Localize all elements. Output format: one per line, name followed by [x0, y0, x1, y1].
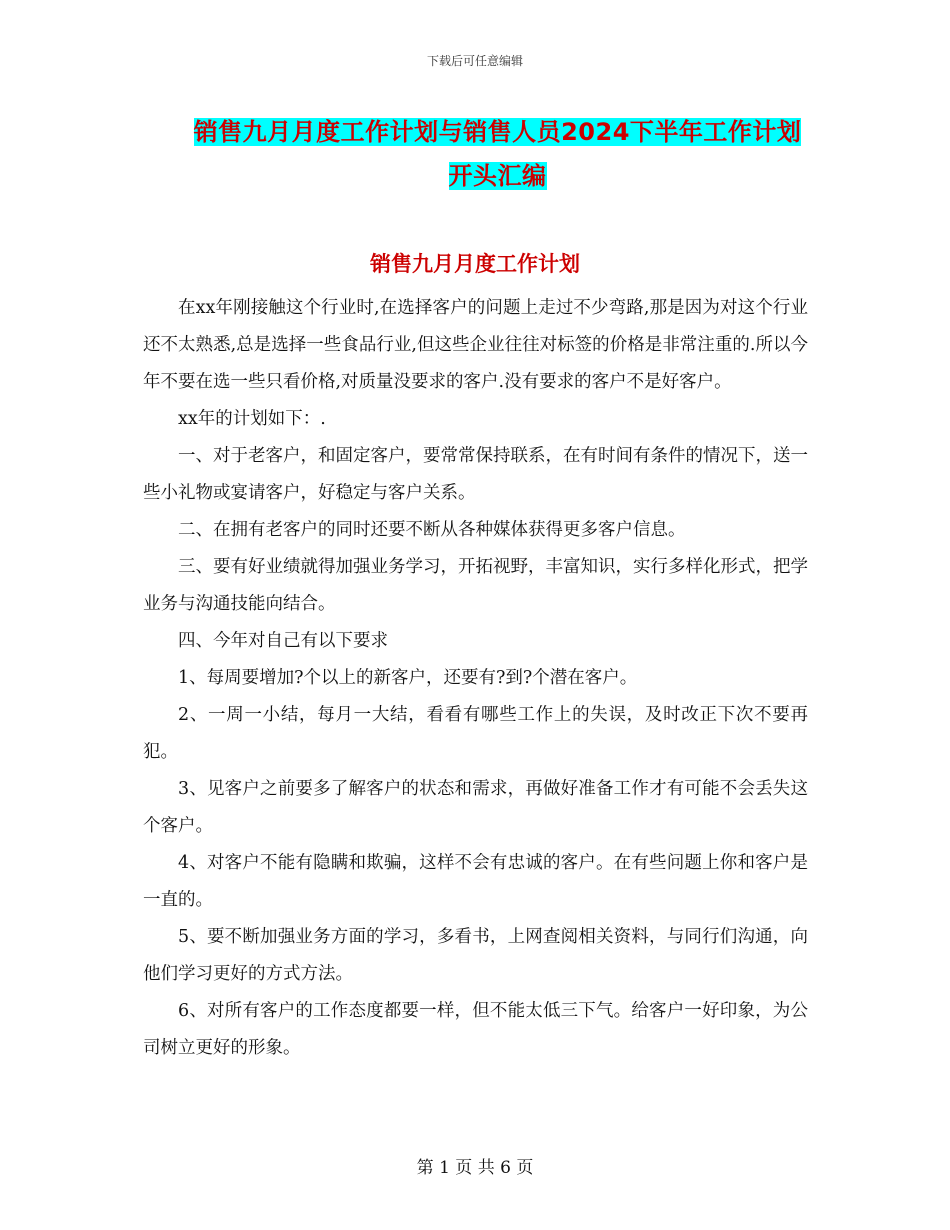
header-note: 下载后可任意编辑	[426, 54, 523, 68]
paragraph: 2、一周一小结，每月一大结，看看有哪些工作上的失误，及时改正下次不要再犯。	[143, 705, 808, 762]
document-title-text: 销售九月月度工作计划与销售人员2024下半年工作计划开头汇编	[193, 118, 802, 190]
section-title: 销售九月月度工作计划	[370, 252, 580, 276]
page-footer: 第 1 页 共 6 页	[416, 1158, 534, 1178]
paragraph: 4、对客户不能有隐瞒和欺骗，这样不会有忠诚的客户。在有些问题上你和客户是一直的。	[143, 853, 808, 910]
document-body	[143, 290, 808, 1067]
paragraph: 二、在拥有老客户的同时还要不断从各种媒体获得更多客户信息。	[178, 520, 686, 540]
paragraph: 5、要不断加强业务方面的学习，多看书，上网查阅相关资料，与同行们沟通，向他们学习更好的方式方法。	[143, 927, 808, 984]
paragraph: 四、今年对自己有以下要求	[178, 631, 388, 651]
paragraph: xx年的计划如下：.	[178, 409, 326, 429]
paragraph: 三、要有好业绩就得加强业务学习，开拓视野，丰富知识，实行多样化形式，把学业务与沟通技能向结合。	[143, 557, 808, 614]
paragraph: 1、每周要增加?个以上的新客户，还要有?到?个潜在客户。	[178, 668, 638, 688]
paragraph: 6、对所有客户的工作态度都要一样，但不能太低三下气。给客户一好印象，为公司树立更好的形象。	[143, 1001, 808, 1058]
paragraph: 在xx年刚接触这个行业时,在选择客户的问题上走过不少弯路,那是因为对这个行业还不太熟悉,总是选择一些食品行业,但这些企业往往对标签的价格是非常注重的.所以今年不要在选一些只看价格,对质量没要求的客户.没有要求的客户不是好客户。	[143, 298, 808, 392]
paragraph: 3、见客户之前要多了解客户的状态和需求，再做好准备工作才有可能不会丢失这个客户。	[143, 779, 808, 836]
document-title	[185, 110, 810, 198]
paragraph: 一、对于老客户，和固定客户，要常常保持联系，在有时间有条件的情况下，送一些小礼物或宴请客户，好稳定与客户关系。	[143, 446, 808, 503]
